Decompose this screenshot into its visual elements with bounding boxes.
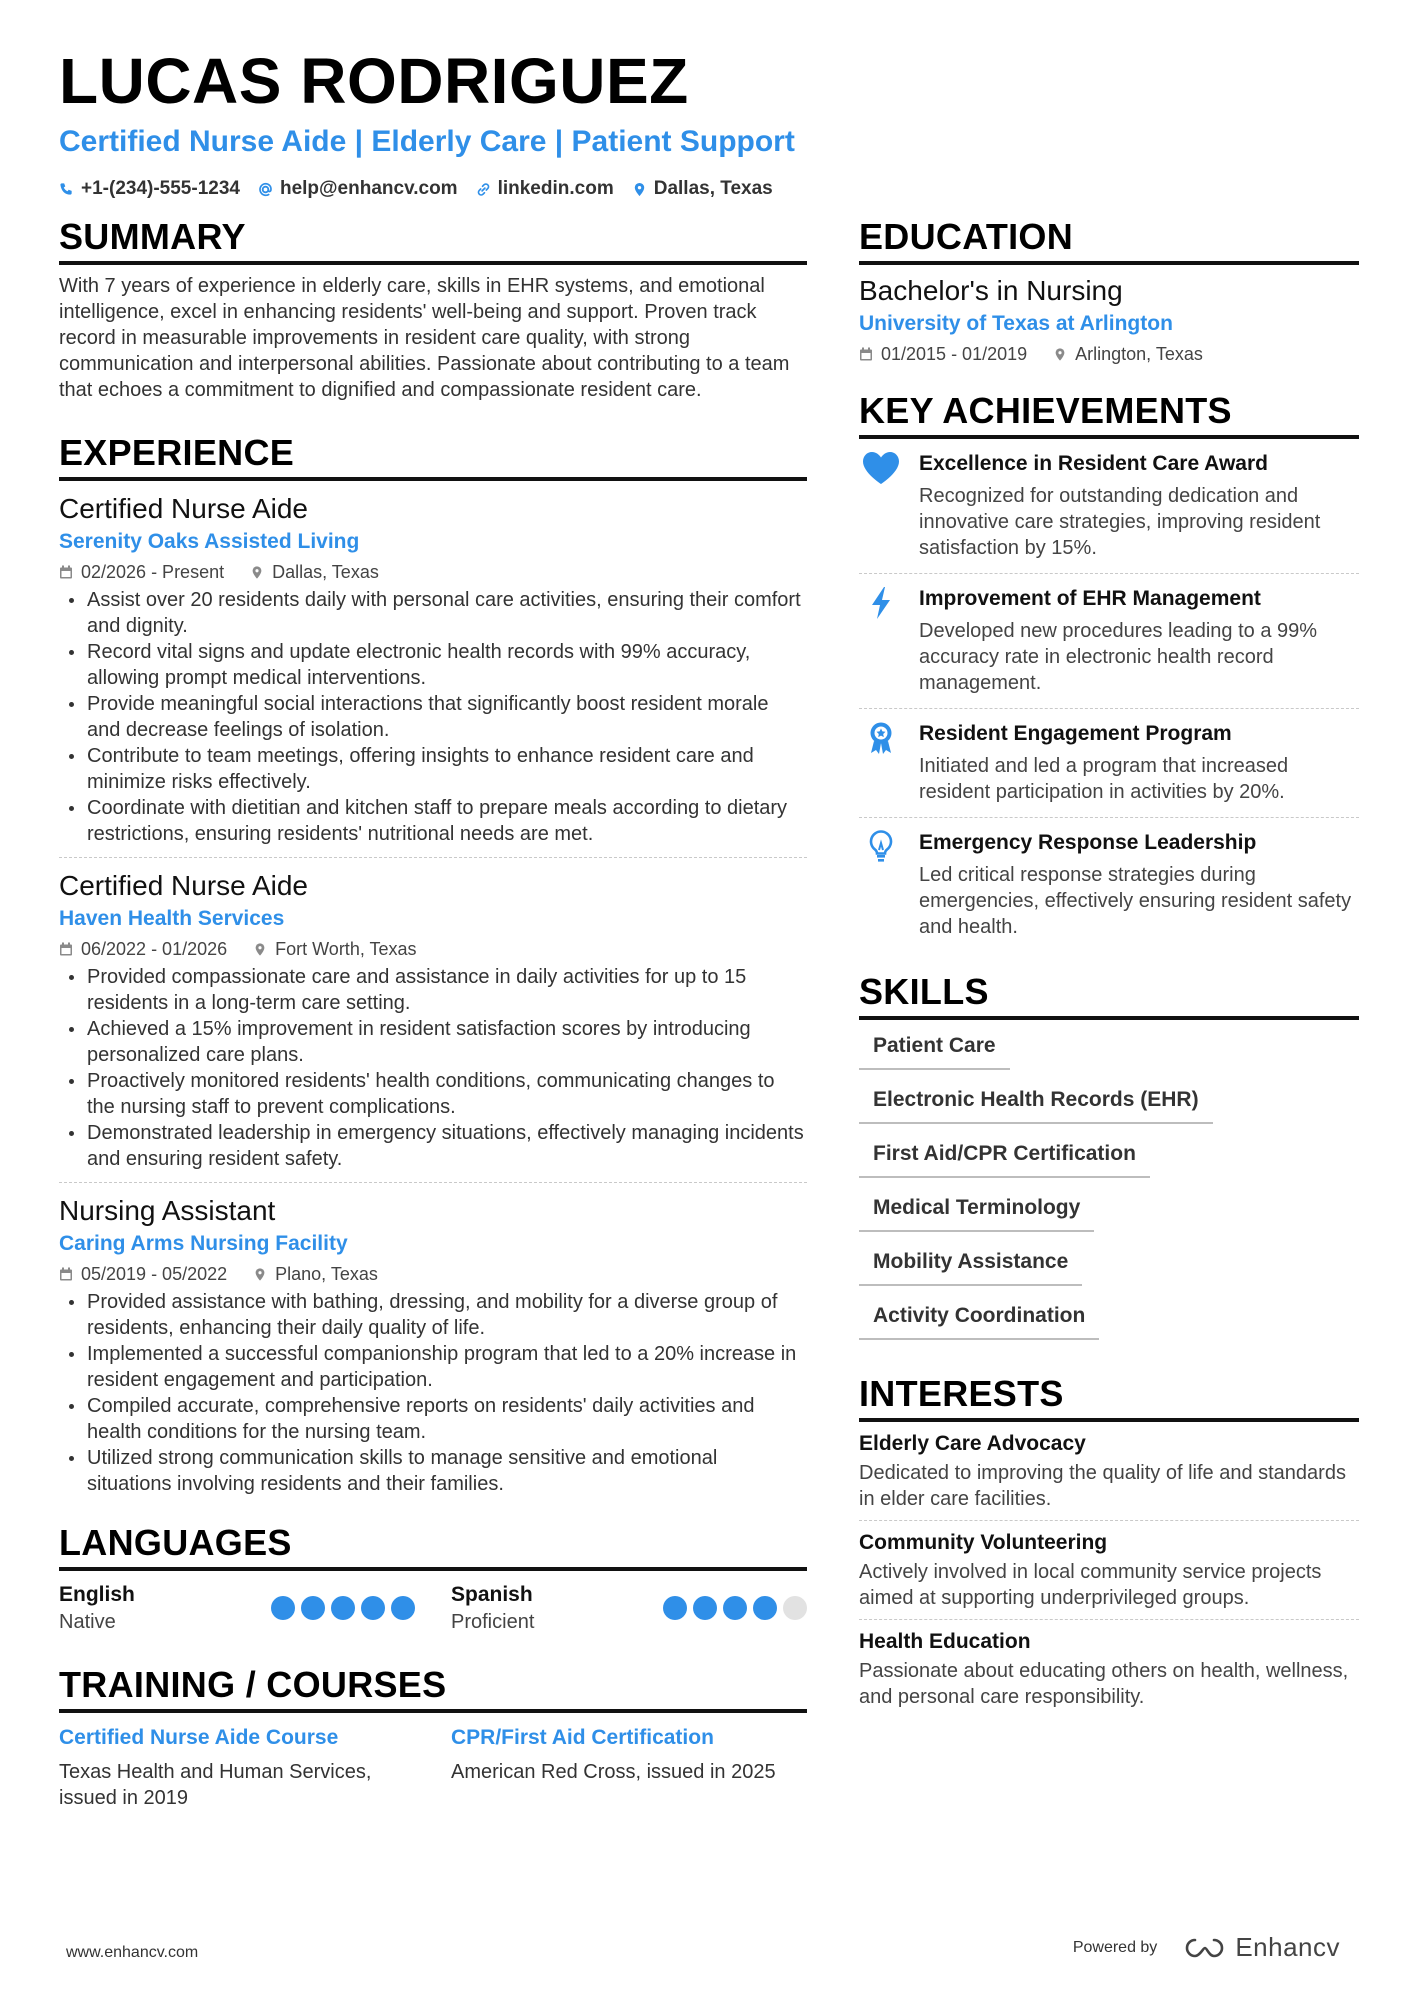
candidate-name: LUCAS RODRIGUEZ	[59, 45, 689, 117]
job-meta	[59, 1261, 807, 1287]
job-entry	[59, 1183, 807, 1507]
enhancv-logo-icon	[1181, 1935, 1225, 1961]
interest-desc: Passionate about educating others on health, wellness, and personal care responsibility.	[859, 1660, 1349, 1708]
language-name: Spanish	[451, 1583, 533, 1606]
experience-heading: EXPERIENCE	[59, 431, 807, 481]
job-title: Nursing Assistant	[59, 1195, 276, 1226]
location-pin-icon	[253, 942, 267, 957]
job-bullets	[59, 964, 807, 1172]
interest-title: Health Education	[859, 1630, 1031, 1653]
job-bullets	[59, 1289, 807, 1497]
achievement-item	[859, 439, 1359, 574]
skill-tag: Activity Coordination	[859, 1302, 1099, 1340]
interests-section	[859, 1372, 1359, 1718]
interest-desc: Dedicated to improving the quality of life and standards in elder care facilities.	[859, 1462, 1346, 1510]
rating-dot	[723, 1596, 747, 1620]
achievement-item	[859, 574, 1359, 709]
skill-tag: Patient Care	[859, 1032, 1010, 1070]
company-name: Caring Arms Nursing Facility	[59, 1232, 348, 1255]
degree-title: Bachelor's in Nursing	[859, 275, 1123, 306]
job-location: Plano, Texas	[275, 1264, 378, 1284]
achievement-item	[859, 818, 1359, 952]
achievements-heading: KEY ACHIEVEMENTS	[859, 389, 1359, 439]
rating-dot	[783, 1596, 807, 1620]
interest-title: Elderly Care Advocacy	[859, 1432, 1086, 1455]
skills-heading: SKILLS	[859, 970, 1359, 1020]
achievement-desc: Led critical response strategies during emergencies, effectively ensuring resident safety and health.	[919, 864, 1352, 938]
language-level: Proficient	[451, 1611, 535, 1633]
phone-icon	[59, 182, 74, 197]
skill-tag: Electronic Health Records (EHR)	[859, 1086, 1213, 1124]
right-column	[859, 215, 1359, 1746]
achievement-desc: Initiated and led a program that increased resident participation in activities by 20%.	[919, 755, 1289, 803]
training-title: Certified Nurse Aide Course	[59, 1726, 339, 1749]
job-location: Fort Worth, Texas	[275, 939, 417, 959]
bullet-item: Utilized strong communication skills to manage sensitive and emotional situations involving residents and their families.	[59, 1445, 807, 1497]
language-rating	[271, 1596, 415, 1620]
bullet-item: Demonstrated leadership in emergency situations, effectively managing incidents and ensuring resident safety.	[59, 1120, 807, 1172]
location-pin-icon	[250, 565, 264, 580]
job-location: Dallas, Texas	[272, 562, 379, 582]
location-pin-icon	[1053, 347, 1067, 362]
interest-item	[859, 1422, 1359, 1521]
training-list	[59, 1723, 807, 1811]
language-rating	[663, 1596, 807, 1620]
contact-bar	[59, 176, 1359, 202]
rating-dot	[391, 1596, 415, 1620]
at-sign-icon	[258, 182, 273, 197]
rating-dot	[663, 1596, 687, 1620]
training-heading: TRAINING / COURSES	[59, 1663, 807, 1713]
lightning-icon	[862, 586, 900, 620]
bullet-item: Provided assistance with bathing, dressing, and mobility for a diverse group of residents, enhancing their daily quality of life.	[59, 1289, 807, 1341]
achievement-title: Emergency Response Leadership	[919, 831, 1257, 854]
interest-desc: Actively involved in local community service projects aimed at supporting underprivileged groups.	[859, 1561, 1322, 1609]
interest-item	[859, 1620, 1359, 1718]
resume-header	[59, 42, 1359, 202]
summary-section	[59, 215, 807, 403]
education-dates: 01/2015 - 01/2019	[881, 344, 1028, 364]
contact-email[interactable]	[258, 176, 458, 202]
rating-dot	[301, 1596, 325, 1620]
job-entry	[59, 858, 807, 1183]
rating-dot	[331, 1596, 355, 1620]
calendar-icon	[59, 565, 73, 580]
job-dates: 05/2019 - 05/2022	[81, 1264, 228, 1284]
rating-dot	[753, 1596, 777, 1620]
interest-item	[859, 1521, 1359, 1620]
achievement-title: Improvement of EHR Management	[919, 587, 1261, 610]
location-pin-icon	[632, 182, 647, 197]
skill-tag: First Aid/CPR Certification	[859, 1140, 1150, 1178]
brand-name: Enhancv	[1235, 1932, 1340, 1962]
linkedin-text: linkedin.com	[497, 178, 614, 199]
job-dates: 06/2022 - 01/2026	[81, 939, 228, 959]
candidate-headline: Certified Nurse Aide | Elderly Care | Patient Support	[59, 125, 795, 158]
education-heading: EDUCATION	[859, 215, 1359, 265]
training-section	[59, 1663, 807, 1811]
calendar-icon	[59, 942, 73, 957]
lightbulb-icon	[862, 830, 900, 864]
contact-location	[632, 176, 773, 202]
bullet-item: Coordinate with dietitian and kitchen staff to prepare meals according to dietary restrictions, ensuring residents' nutritional needs are met.	[59, 795, 807, 847]
job-entry	[59, 481, 807, 858]
achievements-section	[859, 389, 1359, 952]
email-text: help@enhancv.com	[279, 178, 458, 199]
language-item	[451, 1581, 807, 1635]
training-desc: Texas Health and Human Services, issued in 2019	[59, 1761, 372, 1809]
languages-section	[59, 1521, 807, 1635]
contact-linkedin[interactable]	[476, 176, 614, 202]
company-name: Serenity Oaks Assisted Living	[59, 530, 360, 553]
training-title: CPR/First Aid Certification	[451, 1726, 714, 1749]
achievement-title: Excellence in Resident Care Award	[919, 452, 1268, 475]
footer-website[interactable]: www.enhancv.com	[66, 1944, 199, 1961]
footer-branding	[1073, 1932, 1340, 1963]
skill-tag: Medical Terminology	[859, 1194, 1094, 1232]
job-dates: 02/2026 - Present	[81, 562, 225, 582]
skills-section	[859, 970, 1359, 1356]
interest-title: Community Volunteering	[859, 1531, 1108, 1554]
bullet-item: Implemented a successful companionship program that led to a 20% increase in resident engagement and participation.	[59, 1341, 807, 1393]
education-section	[859, 215, 1359, 367]
experience-section	[59, 431, 807, 1507]
heart-icon	[862, 451, 900, 485]
bullet-item: Assist over 20 residents daily with personal care activities, ensuring their comfort and dignity.	[59, 587, 807, 639]
bullet-item: Provide meaningful social interactions that significantly boost resident morale and decrease feelings of isolation.	[59, 691, 807, 743]
language-level: Native	[59, 1611, 116, 1633]
rating-dot	[693, 1596, 717, 1620]
bullet-item: Achieved a 15% improvement in resident satisfaction scores by introducing personalized care plans.	[59, 1016, 807, 1068]
bullet-item: Compiled accurate, comprehensive reports on residents' daily activities and health conditions for the nursing team.	[59, 1393, 807, 1445]
language-item	[59, 1581, 415, 1635]
achievement-title: Resident Engagement Program	[919, 722, 1232, 745]
award-badge-icon	[862, 721, 900, 755]
rating-dot	[271, 1596, 295, 1620]
job-title: Certified Nurse Aide	[59, 493, 309, 524]
rating-dot	[361, 1596, 385, 1620]
summary-text: With 7 years of experience in elderly care, skills in EHR systems, and emotional intelligence, excel in enhancing residents' well-being and support. Proven track record in measurable improvements in resident care quality, with strong communication and interpersonal abilities. Passionate about contributing to a team that echoes a commitment to dignified and compassionate resident care.	[59, 275, 790, 401]
left-column	[59, 215, 807, 1839]
bullet-item: Provided compassionate care and assistance in daily activities for up to 15 residents in a long-term care setting.	[59, 964, 807, 1016]
education-location: Arlington, Texas	[1075, 344, 1203, 364]
education-meta	[859, 341, 1359, 367]
languages-list	[59, 1581, 807, 1635]
training-item	[451, 1723, 807, 1811]
bullet-item: Contribute to team meetings, offering insights to enhance resident care and minimize risks effectively.	[59, 743, 807, 795]
calendar-icon	[59, 1267, 73, 1282]
contact-phone[interactable]	[59, 176, 240, 202]
link-icon	[476, 182, 491, 197]
skill-tag: Mobility Assistance	[859, 1248, 1082, 1286]
powered-by-label: Powered by	[1072, 1938, 1158, 1956]
language-name: English	[59, 1583, 135, 1606]
achievement-item	[859, 709, 1359, 818]
languages-heading: LANGUAGES	[59, 1521, 807, 1571]
location-text: Dallas, Texas	[653, 178, 773, 199]
summary-heading: SUMMARY	[59, 215, 807, 265]
job-meta	[59, 559, 807, 585]
training-item	[59, 1723, 415, 1811]
location-pin-icon	[253, 1267, 267, 1282]
company-name: Haven Health Services	[59, 907, 285, 930]
calendar-icon	[859, 347, 873, 362]
brand-logo[interactable]	[1181, 1932, 1340, 1963]
job-title: Certified Nurse Aide	[59, 870, 309, 901]
achievement-desc: Recognized for outstanding dedication and innovative care strategies, improving resident satisfaction by 15%.	[919, 485, 1321, 559]
job-meta	[59, 936, 807, 962]
job-bullets	[59, 587, 807, 847]
skills-list	[859, 1032, 1359, 1356]
training-desc: American Red Cross, issued in 2025	[451, 1761, 776, 1783]
phone-text: +1-(234)-555-1234	[81, 178, 240, 199]
achievement-desc: Developed new procedures leading to a 99% accuracy rate in electronic health record management.	[919, 620, 1318, 694]
interests-heading: INTERESTS	[859, 1372, 1359, 1422]
bullet-item: Record vital signs and update electronic health records with 99% accuracy, allowing prompt medical interventions.	[59, 639, 807, 691]
bullet-item: Proactively monitored residents' health conditions, communicating changes to the nursing staff to prevent complications.	[59, 1068, 807, 1120]
school-name: University of Texas at Arlington	[859, 312, 1173, 335]
